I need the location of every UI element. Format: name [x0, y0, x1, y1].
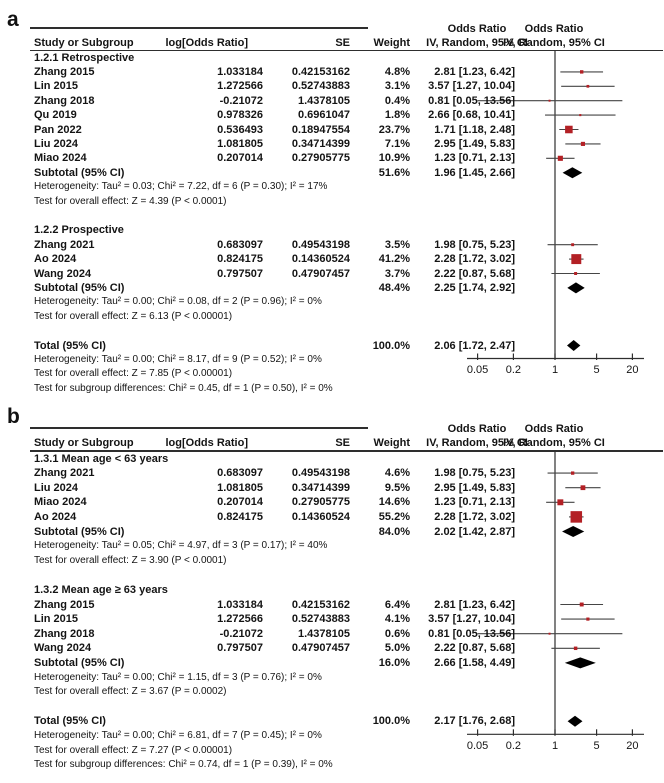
study-se: 0.52743883	[291, 613, 350, 626]
study-weight: 1.8%	[384, 109, 410, 122]
study-logor: 0.824175	[217, 510, 263, 523]
study-ci-text: 1.23 [0.71, 2.13]	[434, 496, 515, 509]
effect-title-plot-col: Odds Ratio	[524, 23, 584, 35]
pooled-label: Subtotal (95% CI)	[34, 281, 125, 294]
col-header-logor: log[Odds Ratio]	[165, 37, 248, 49]
study-ci-text: 1.98 [0.75, 5.23]	[434, 238, 515, 251]
study-se: 0.34714399	[291, 481, 350, 494]
x-axis-tick-label: 5	[593, 739, 600, 752]
study-name: Miao 2024	[34, 496, 87, 509]
study-ci-text: 1.71 [1.18, 2.48]	[434, 123, 515, 136]
pooled-diamond	[562, 526, 584, 537]
study-weight: 10.9%	[378, 152, 410, 165]
study-logor: 1.033184	[217, 598, 263, 611]
study-ci-text: 2.22 [0.87, 5.68]	[434, 267, 515, 280]
col-header-study: Study or Subgroup	[34, 437, 134, 449]
study-se: 0.49543198	[291, 238, 350, 251]
study-name: Liu 2024	[34, 481, 79, 494]
study-logor: 0.207014	[217, 496, 263, 509]
study-se: 0.27905775	[291, 152, 350, 165]
pooled-diamond	[565, 657, 596, 668]
study-name: Lin 2015	[34, 613, 79, 626]
pooled-ci-text: 2.06 [1.72, 2.47]	[434, 339, 515, 352]
col-header-se: SE	[335, 37, 350, 49]
study-logor: 1.081805	[217, 137, 263, 150]
study-ci-text: 3.57 [1.27, 10.04]	[428, 80, 515, 93]
study-name: Zhang 2018	[34, 627, 95, 640]
pooled-weight: 48.4%	[378, 281, 410, 294]
study-ci-text: 2.28 [1.72, 3.02]	[434, 510, 515, 523]
x-axis-tick-label: 20	[626, 364, 639, 376]
study-se: 0.27905775	[291, 496, 350, 509]
study-se: 0.14360524	[291, 253, 350, 266]
pooled-weight: 100.0%	[372, 715, 410, 728]
pooled-ci-text: 2.17 [1.76, 2.68]	[434, 715, 515, 728]
pooled-diamond	[563, 167, 583, 178]
col-header-se: SE	[335, 437, 350, 449]
panel-b-label: b	[7, 405, 20, 428]
study-ci-text: 2.66 [0.68, 10.41]	[428, 109, 515, 122]
study-weight: 4.8%	[384, 65, 410, 78]
subgroup-difference-line: Test for subgroup differences: Chi² = 0.45, df = 1 (P = 0.50), I² = 0%	[34, 382, 333, 394]
effect-square	[579, 114, 581, 116]
heterogeneity-line: Heterogeneity: Tau² = 0.03; Chi² = 7.22, df = 6 (P = 0.30); I² = 17%	[34, 181, 328, 193]
subgroup-title: 1.2.2 Prospective	[34, 224, 124, 237]
study-logor: 0.978326	[217, 109, 263, 122]
x-axis-tick-label: 0.2	[505, 739, 522, 752]
study-logor: -0.21072	[219, 94, 263, 107]
pooled-ci-text: 2.66 [1.58, 4.49]	[434, 656, 515, 669]
col-header-ci: IV, Random, 95% CI	[426, 37, 528, 49]
pooled-diamond	[567, 282, 584, 293]
pooled-diamond	[568, 716, 583, 727]
study-name: Zhang 2015	[34, 598, 95, 611]
study-se: 0.47907457	[291, 642, 350, 655]
col-header-logor: log[Odds Ratio]	[165, 437, 248, 449]
study-weight: 0.4%	[384, 94, 410, 107]
study-name: Zhang 2021	[34, 467, 95, 480]
study-name: Qu 2019	[34, 109, 77, 122]
effect-square	[565, 126, 573, 134]
study-name: Zhang 2018	[34, 94, 95, 107]
study-name: Ao 2024	[34, 510, 77, 523]
effect-square	[571, 471, 574, 474]
study-se: 0.49543198	[291, 467, 350, 480]
pooled-weight: 51.6%	[378, 166, 410, 179]
effect-square	[574, 272, 577, 275]
study-name: Zhang 2021	[34, 238, 95, 251]
study-name: Pan 2022	[34, 123, 82, 136]
study-weight: 14.6%	[378, 496, 410, 509]
study-ci-text: 2.95 [1.49, 5.83]	[434, 481, 515, 494]
study-ci-text: 0.81 [0.05, 13.56]	[428, 94, 515, 107]
study-weight: 3.1%	[384, 80, 410, 93]
pooled-ci-text: 2.25 [1.74, 2.92]	[434, 281, 515, 294]
study-logor: 0.683097	[217, 238, 263, 251]
pooled-label: Total (95% CI)	[34, 715, 106, 728]
study-weight: 7.1%	[384, 137, 410, 150]
effect-square	[574, 647, 577, 650]
heterogeneity-line: Heterogeneity: Tau² = 0.00; Chi² = 6.81, df = 7 (P = 0.45); I² = 0%	[34, 729, 322, 741]
study-se: 0.14360524	[291, 510, 350, 523]
pooled-weight: 100.0%	[372, 339, 410, 352]
study-name: Lin 2015	[34, 80, 79, 93]
study-logor: 1.272566	[217, 80, 263, 93]
study-weight: 5.0%	[384, 642, 410, 655]
study-name: Liu 2024	[34, 137, 79, 150]
study-logor: 1.272566	[217, 613, 263, 626]
subgroup-difference-line: Test for subgroup differences: Chi² = 0.74, df = 1 (P = 0.39), I² = 0%	[34, 759, 333, 771]
study-se: 0.47907457	[291, 267, 350, 280]
heterogeneity-line: Heterogeneity: Tau² = 0.00; Chi² = 1.15, df = 3 (P = 0.76); I² = 0%	[34, 671, 322, 683]
subgroup-title: 1.3.1 Mean age < 63 years	[34, 452, 169, 465]
pooled-label: Subtotal (95% CI)	[34, 166, 125, 179]
study-logor: 0.683097	[217, 467, 263, 480]
study-se: 0.34714399	[291, 137, 350, 150]
study-se: 0.52743883	[291, 80, 350, 93]
study-weight: 4.1%	[384, 613, 410, 626]
study-se: 1.4378105	[298, 627, 350, 640]
col-header-weight: Weight	[373, 37, 410, 49]
x-axis-tick-label: 1	[551, 739, 559, 752]
study-se: 0.6961047	[298, 109, 350, 122]
overall-effect-line: Test for overall effect: Z = 3.67 (P = 0.0002)	[34, 686, 227, 698]
study-weight: 3.5%	[384, 238, 410, 251]
effect-square	[586, 618, 589, 621]
study-ci-text: 0.81 [0.05, 13.56]	[428, 627, 515, 640]
study-ci-text: 2.22 [0.87, 5.68]	[434, 642, 515, 655]
study-weight: 9.5%	[384, 481, 410, 494]
study-weight: 0.6%	[384, 627, 410, 640]
effect-square	[580, 70, 583, 73]
pooled-ci-text: 2.02 [1.42, 2.87]	[434, 525, 515, 538]
heterogeneity-line: Heterogeneity: Tau² = 0.00; Chi² = 0.08, df = 2 (P = 0.96); I² = 0%	[34, 296, 322, 308]
study-logor: 0.797507	[217, 642, 263, 655]
effect-square	[549, 100, 551, 102]
pooled-ci-text: 1.96 [1.45, 2.66]	[434, 166, 515, 179]
study-name: Zhang 2015	[34, 65, 95, 78]
table-top-rule	[30, 427, 368, 429]
study-weight: 4.6%	[384, 467, 410, 480]
pooled-label: Subtotal (95% CI)	[34, 656, 125, 669]
table-top-rule	[30, 27, 368, 29]
study-logor: -0.21072	[219, 627, 263, 640]
overall-effect-line: Test for overall effect: Z = 4.39 (P < 0.0001)	[34, 195, 227, 207]
effect-square	[571, 254, 581, 264]
x-axis-tick-label: 5	[593, 364, 600, 376]
study-weight: 41.2%	[378, 253, 410, 266]
col-header-plot-method: IV, Random, 95% CI	[503, 37, 605, 49]
study-logor: 1.081805	[217, 481, 263, 494]
study-se: 1.4378105	[298, 94, 350, 107]
study-name: Wang 2024	[34, 642, 92, 655]
study-logor: 0.207014	[217, 152, 263, 165]
x-axis-tick-label: 0.05	[466, 364, 489, 376]
study-se: 0.42153162	[291, 598, 350, 611]
pooled-label: Total (95% CI)	[34, 339, 106, 352]
col-header-plot-method: IV, Random, 95% CI	[503, 437, 605, 449]
effect-square	[581, 142, 585, 146]
study-name: Ao 2024	[34, 253, 77, 266]
study-name: Wang 2024	[34, 267, 92, 280]
col-header-ci: IV, Random, 95% CI	[426, 437, 528, 449]
study-logor: 0.536493	[217, 123, 263, 136]
effect-title-text-col: Odds Ratio	[447, 423, 507, 435]
study-ci-text: 2.28 [1.72, 3.02]	[434, 253, 515, 266]
subgroup-title: 1.3.2 Mean age ≥ 63 years	[34, 583, 168, 596]
effect-square	[549, 633, 551, 635]
x-axis-tick-label: 1	[551, 364, 559, 376]
col-header-weight: Weight	[373, 437, 410, 449]
effect-square	[581, 485, 586, 490]
study-logor: 0.797507	[217, 267, 263, 280]
overall-effect-line: Test for overall effect: Z = 6.13 (P < 0.00001)	[34, 310, 233, 322]
study-se: 0.18947554	[291, 123, 350, 136]
heterogeneity-line: Heterogeneity: Tau² = 0.05; Chi² = 4.97, df = 3 (P = 0.17); I² = 40%	[34, 540, 328, 552]
effect-square	[557, 499, 563, 505]
overall-effect-line: Test for overall effect: Z = 7.85 (P < 0.00001)	[34, 368, 233, 380]
effect-square	[571, 511, 583, 523]
overall-effect-line: Test for overall effect: Z = 3.90 (P < 0.0001)	[34, 554, 227, 566]
effect-square	[571, 243, 574, 246]
pooled-weight: 16.0%	[378, 656, 410, 669]
study-name: Miao 2024	[34, 152, 87, 165]
subgroup-title: 1.2.1 Retrospective	[34, 51, 135, 64]
x-axis-tick-label: 20	[626, 739, 639, 752]
study-ci-text: 2.81 [1.23, 6.42]	[434, 65, 515, 78]
study-ci-text: 1.98 [0.75, 5.23]	[434, 467, 515, 480]
pooled-diamond	[567, 340, 580, 351]
study-ci-text: 2.95 [1.49, 5.83]	[434, 137, 515, 150]
x-axis-tick-label: 0.05	[466, 739, 489, 752]
pooled-label: Subtotal (95% CI)	[34, 525, 125, 538]
panel-a-label: a	[7, 8, 19, 31]
study-logor: 1.033184	[217, 65, 263, 78]
study-logor: 0.824175	[217, 253, 263, 266]
effect-square	[558, 156, 563, 161]
study-weight: 3.7%	[384, 267, 410, 280]
pooled-weight: 84.0%	[378, 525, 410, 538]
study-weight: 23.7%	[378, 123, 410, 136]
overall-effect-line: Test for overall effect: Z = 7.27 (P < 0.00001)	[34, 744, 233, 756]
study-se: 0.42153162	[291, 65, 350, 78]
study-ci-text: 1.23 [0.71, 2.13]	[434, 152, 515, 165]
heterogeneity-line: Heterogeneity: Tau² = 0.00; Chi² = 8.17, df = 9 (P = 0.52); I² = 0%	[34, 353, 322, 365]
study-ci-text: 2.81 [1.23, 6.42]	[434, 598, 515, 611]
study-weight: 6.4%	[384, 598, 410, 611]
study-weight: 55.2%	[378, 510, 410, 523]
study-ci-text: 3.57 [1.27, 10.04]	[428, 613, 515, 626]
effect-square	[580, 603, 584, 607]
effect-title-plot-col: Odds Ratio	[524, 423, 584, 435]
effect-square	[587, 85, 590, 88]
effect-title-text-col: Odds Ratio	[447, 23, 507, 35]
col-header-study: Study or Subgroup	[34, 37, 134, 49]
x-axis-tick-label: 0.2	[505, 364, 522, 376]
